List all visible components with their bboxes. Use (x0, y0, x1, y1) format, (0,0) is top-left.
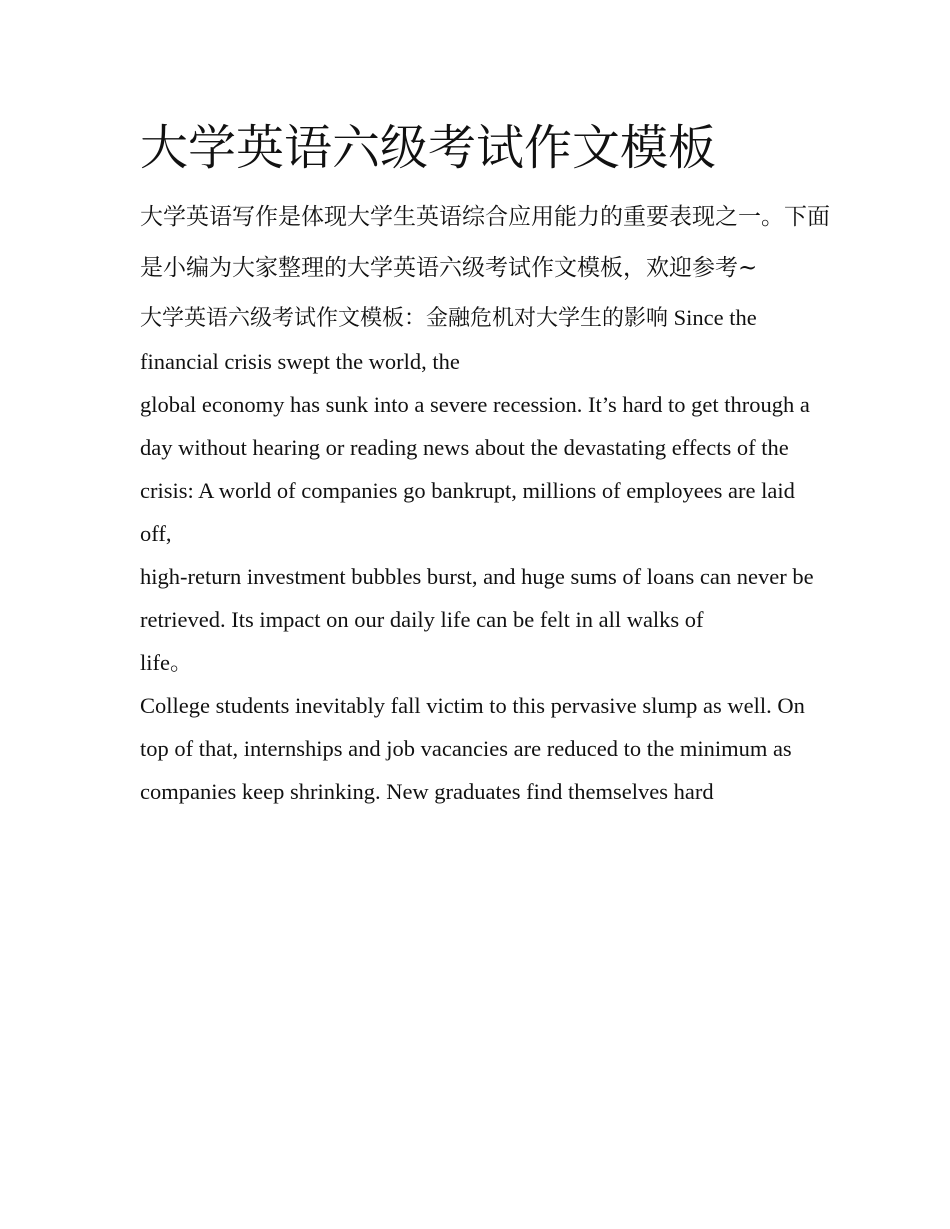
document-content (140, 112, 830, 813)
body-line: crisis: A world of companies go bankrupt, millions of employees are laid off, (140, 478, 795, 546)
body-line: top of that, internships and job vacancies are reduced to the minimum as (140, 736, 792, 761)
body-line (140, 296, 830, 383)
body-line-text: Since the financial crisis swept the world, the (140, 305, 757, 374)
body-line: College students inevitably fall victim to this pervasive slump as well. On (140, 693, 805, 718)
body-line: day without hearing or reading news about the devastating effects of the (140, 435, 789, 460)
body-line: life。 (140, 650, 193, 675)
body-line: companies keep shrinking. New graduates find themselves hard (140, 779, 714, 804)
intro-paragraph: 大学英语写作是体现大学生英语综合应用能力的重要表现之一。下面是小编为大家整理的大学英语六级考试作文模板，欢迎参考~ (140, 204, 830, 281)
body-line: retrieved. Its impact on our daily life can be felt in all walks of (140, 607, 704, 632)
section-heading: 大学英语六级考试作文模板：金融危机对大学生的影响 (140, 306, 669, 331)
body-line: global economy has sunk into a severe recession. It’s hard to get through a (140, 392, 810, 417)
body-line: high-return investment bubbles burst, and huge sums of loans can never be (140, 564, 814, 589)
document-title: 大学英语六级考试作文模板 (140, 120, 717, 176)
